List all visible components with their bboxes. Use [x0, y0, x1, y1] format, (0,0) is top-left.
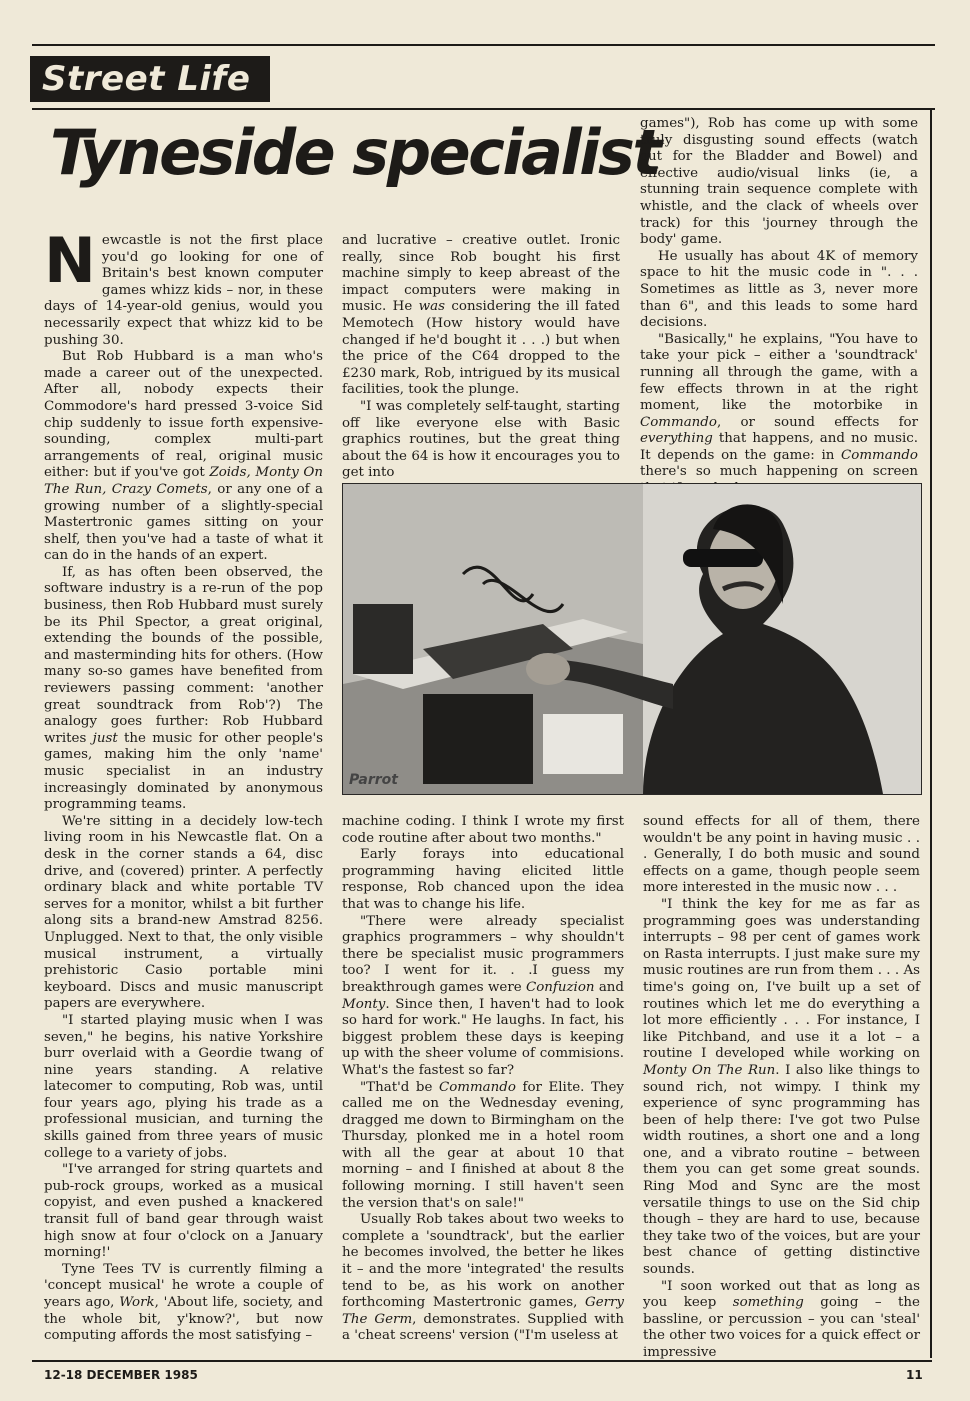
- emphasis: Commando: [640, 414, 717, 430]
- right-border: [930, 110, 932, 1358]
- text: for Elite. They called me on the Wednesday evening, dragged me down to Birmingham on the Thursday, plonked me in a hotel room with all the gear at about 10 that morning – and I finished at about 8 the following morning. I still haven't seen the version that's on sale!": [342, 1079, 624, 1211]
- paragraph: [342, 914, 624, 1080]
- text: there's so much happening on screen: [640, 464, 918, 480]
- paragraph: [342, 1080, 624, 1213]
- column-3-bottom: [643, 814, 920, 1360]
- paragraph: We're sitting in a decidely low-tech living room in his Newcastle flat. On a desk in the corner stands a 64, disc drive, and (covered) printer. A perfectly ordinary black and white portable TV serves for a monitor, whilst a bit further along sits a brand-new Amstrad 8256. Unplugged. Next to that, the only visible musical instrument, a virtually prehistoric Casio portable mini keyboard. Discs and music manuscript papers are everywhere.: [44, 813, 323, 1012]
- paragraph: [643, 1279, 920, 1362]
- column-3-top: [640, 116, 918, 480]
- paragraph: [44, 224, 323, 349]
- column-2-bottom: [342, 814, 624, 1360]
- text: "There were already specialist graphics programmers – why shouldn't there be specialist music programmers too? I went for it. . .I guess my breakthrough games were: [342, 913, 624, 995]
- text: , or sound effects for: [716, 414, 918, 430]
- drop-cap: N: [44, 224, 96, 297]
- emphasis: Commando: [438, 1079, 516, 1095]
- photo-rob-hubbard-at-desk: [342, 483, 922, 795]
- top-rule: [32, 44, 935, 46]
- text: But Rob Hubbard is a man who's made a career out of the unexpected. After all, nobody expects their Commodore's hard pressed 3-voice Sid chip suddenly to issue forth expensive-sounding, complex multi-part arrangements of real, original music either: but if you've got: [44, 349, 323, 481]
- text: Usually Rob takes about two weeks to complete a 'soundtrack', but the earlier he becomes involved, the better he likes it – and the more 'integrated' the results tend to be, as his work on another forthcoming Mastertronic games,: [342, 1212, 624, 1311]
- paragraph: Early forays into educational programming having elicited little response, Rob chanced upon the idea that was to change his life.: [342, 847, 624, 912]
- text: , demonstrates. Supplied with a 'cheat screens' version ("I'm useless at: [342, 1311, 624, 1344]
- headline: Tyneside specialist: [50, 116, 660, 189]
- text: "That'd be: [360, 1079, 439, 1095]
- paragraph: [342, 1212, 624, 1345]
- text: the music for other people's games, making him the only 'name' music specialist in an industry increasingly dominated by anonymous programming teams.: [44, 730, 323, 813]
- paragraph: [643, 897, 920, 1279]
- game-titles: Zoids, Monty On The Run, Crazy Comets: [44, 465, 323, 497]
- paragraph: [44, 349, 323, 565]
- paragraph: sound effects for all of them, there wouldn't be any point in having music . . . Generally, I do both music and sound effects on a game, though people seem more interested in the music now . . .: [643, 814, 920, 896]
- photo-illustration: [343, 484, 921, 794]
- text: ewcastle is not the first place you'd go looking for one of Britain's best known computer games whizz kids – nor, in these days of 14-year-old genius, would you necessarily expect that whizz kid to be pushing 30.: [44, 233, 323, 348]
- text: "I soon worked out that as long as you keep: [643, 1278, 920, 1311]
- paragraph: He usually has about 4K of memory space to hit the music code in ". . . Sometimes as little as 3, never more than 6", and this leads to some hard decisions.: [640, 248, 918, 331]
- text: going – the bassline, or percussion – you can 'steal' the other two voices for a quick effect or impressive: [643, 1295, 920, 1360]
- emphasis: Monty: [342, 996, 386, 1012]
- text: "I think the key for me as far as programming goes was understanding interrupts – 98 per cent of games work on Rasta interrupts. I just make sure my music routines are run from them . . . As time's going on, I've built up a set of routines which let me do everything a lot more efficiently . . . For instance, I like Pitchband, and use it a lot – a routine I developed while working on: [643, 896, 920, 1062]
- emphasis: was: [418, 299, 445, 315]
- text: . Since then, I haven't had to look so hard for work." He laughs. In fact, his biggest problem these days is keeping up with the sheer volume of commisions. What's the fastest so far?: [342, 996, 624, 1078]
- paragraph: "I started playing music when I was seven," he begins, his native Yorkshire burr overlaid with a Geordie twang of nine years standing. A relative latecomer to computing, Rob was, until four years ago, plying his trade as a professional musician, and turning the skills gained from three years of music college to a variety of jobs.: [44, 1012, 323, 1161]
- photo-label: Parrot: [349, 772, 398, 788]
- text: . I also like things to sound rich, not wimpy. I think my experience of sync programming has been of help there: I've got two Pulse width routines, a short one and a long one, and a vibrato routine – between them you can get some great sounds. Ring Mod and Sync are the most versatile things to use on the Sid chip though – they are hard to use, because they take two of the voices, but are your best chance of getting distinctive sounds.: [643, 1062, 920, 1278]
- paragraph: machine coding. I think I wrote my first code routine after about two months.": [342, 814, 624, 846]
- paragraph: [342, 233, 620, 399]
- paragraph: "I was completely self-taught, starting off like everyone else with Basic graphics routines, but the great thing about the 64 is how it encourages you to get into: [342, 398, 620, 481]
- emphasis: Commando: [841, 447, 918, 463]
- emphasis: everything: [640, 431, 713, 447]
- emphasis: Gerry The Germ: [342, 1295, 624, 1327]
- emphasis: Monty On The Run: [643, 1062, 776, 1078]
- text: considering the ill fated Memotech (How history would have changed if he'd bought it . . .) but when the price of the C64 dropped to the £230 mark, Rob, intrigued by its musical facilities, took the plunge.: [342, 299, 620, 398]
- text: "Basically," he explains, "You have to take your pick – either a 'soundtrack' running all through the game, with a few effects thrown in at the right moment, like the motorbike in: [640, 331, 918, 414]
- paragraph: games"), Rob has come up with some truly disgusting sound effects (watch out for the Bladder and Bowel) and effective audio/visual links (ie, a stunning train sequence complete with whistle, and the clack of wheels over track) for this 'journey through the body' game.: [640, 116, 918, 248]
- text: and lucrative – creative outlet. Ironic really, since Rob bought his first machine simply to keep abreast of the impact computers were making in music. He: [342, 233, 620, 315]
- emphasis: something: [732, 1295, 804, 1311]
- page-number: 11: [906, 1368, 923, 1382]
- footer-date: 12-18 DECEMBER 1985: [44, 1368, 198, 1382]
- text: Tyne Tees TV is currently filming a 'concept musical' he wrote a couple of years ago,: [44, 1261, 323, 1310]
- text: If, as has often been observed, the software industry is a re-run of the pop business, then Rob Hubbard must surely be its Phil Spector, a great original, extending the bounds of the possible, and masterminding hits for others. (How many so-so games have benefited from reviewers passing comment: 'another great soundtrack from Rob'?) The analogy goes further: Rob Hubbard writes: [44, 564, 323, 746]
- paragraph: [640, 332, 918, 498]
- section-tag: Street Life: [30, 56, 270, 102]
- text: and: [594, 979, 624, 995]
- emphasis: just: [92, 730, 118, 746]
- column-1: [44, 224, 323, 1360]
- paragraph: [44, 565, 323, 814]
- emphasis: Work: [119, 1295, 155, 1310]
- paragraph: "I've arranged for string quartets and pub-rock groups, worked as a musical copyist, and even pushed a knackered transit full of band gear through waist high snow at four o'clock on a January morning!': [44, 1162, 323, 1261]
- footer-rule: [32, 1360, 932, 1362]
- column-2-top: [342, 233, 620, 481]
- text: that happens, and no music. It depends on the game: in: [640, 431, 918, 463]
- text: , or any one of a growing number of a slightly-special Mastertronic games sitting on your shelf, then you've had a taste of what it can do in the hands of an expert.: [44, 481, 323, 564]
- paragraph: [44, 1262, 323, 1345]
- emphasis: Confuzion: [525, 979, 595, 995]
- text: , 'About life, society, and the whole bit, y'know?', but now computing affords the most satisfying –: [44, 1295, 323, 1344]
